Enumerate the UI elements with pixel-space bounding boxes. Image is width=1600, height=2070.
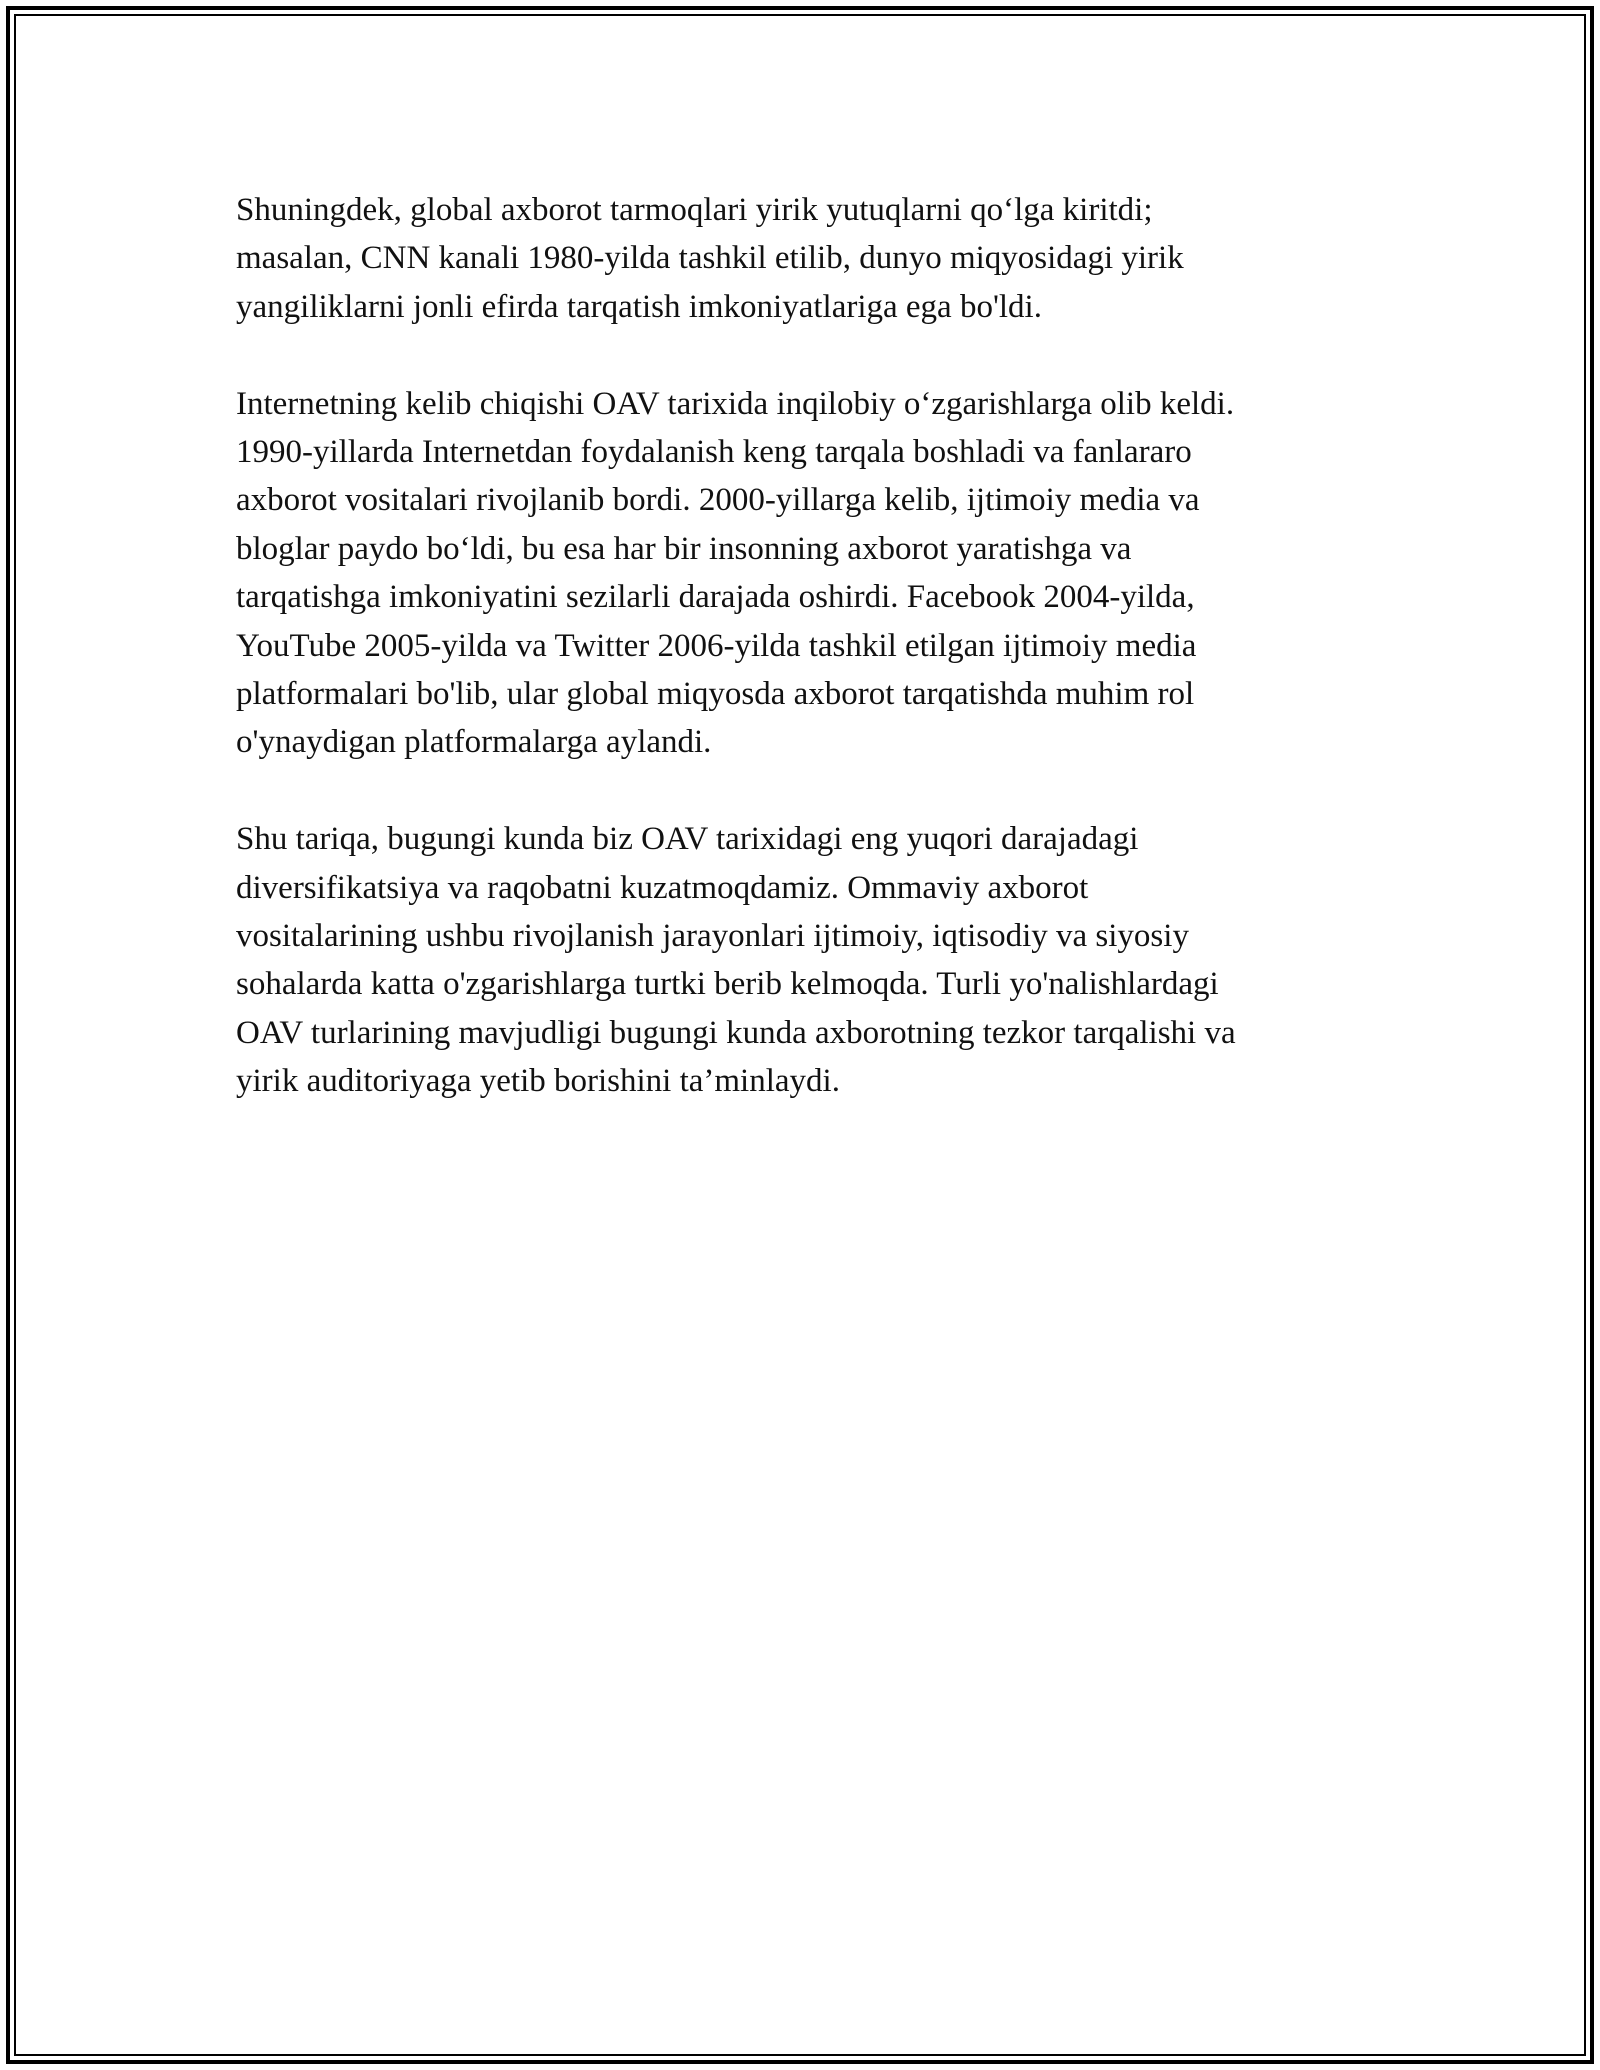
- paragraph-cnn: Shuningdek, global axborot tarmoqlari yirik yutuqlarni qo‘lga kiritdi; masalan, CNN kanali 1980-yilda tashkil etilib, dunyo miqyosidagi yirik yangiliklarni jonli efirda tarqatish imkoniyatlariga ega bo'ldi.: [236, 192, 1184, 325]
- paragraph-conclusion: Shu tariqa, bugungi kunda biz OAV tarixidagi eng yuqori darajadagi diversifikatsiya va raqobatni kuzatmoqdamiz. Ommaviy axborot vositalarining ushbu rivojlanish jarayonlari ijtimoiy, iqtisodiy va siyosiy sohalarda katta o'zgarishlarga turtki berib kelmoqda. Turli yo'nalishlardagi OAV turlarining mavjudligi bugungi kunda axborotning tezkor tarqalishi va yirik auditoriyaga yetib borishini ta’minlaydi.: [236, 821, 1236, 1100]
- paragraph-internet: Internetning kelib chiqishi OAV tarixida inqilobiy o‘zgarishlarga olib keldi. 1990-yillarda Internetdan foydalanish keng tarqala boshladi va fanlararo axborot vositalari rivojlanib bordi. 2000-yillarga kelib, ijtimoiy media va bloglar paydo bo‘ldi, bu esa har bir insonning axborot yaratishga va tarqatishga imkoniyatini sezilarli darajada oshirdi. Facebook 2004-yilda, YouTube 2005-yilda va Twitter 2006-yilda tashkil etilgan ijtimoiy media platformalari bo'lib, ular global miqyosda axborot tarqatishda muhim rol o'ynaydigan platformalarga aylandi.: [236, 385, 1235, 761]
- document-body: [236, 186, 1366, 1154]
